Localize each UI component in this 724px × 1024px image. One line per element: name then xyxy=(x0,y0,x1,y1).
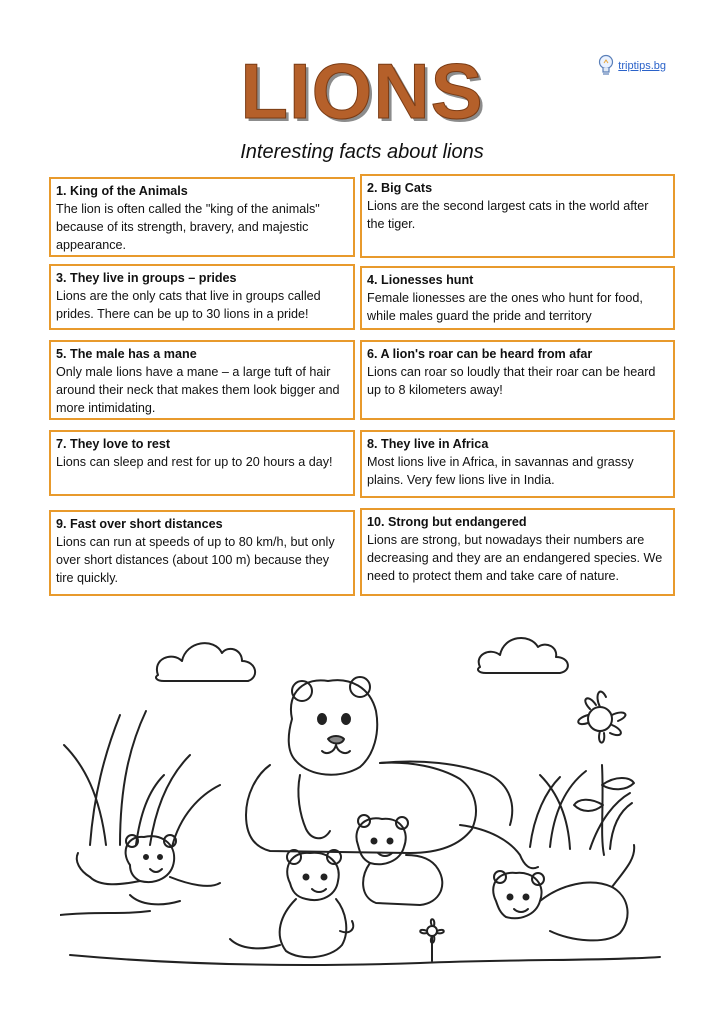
fact-text: Lions are the only cats that live in groups called prides. There can be up to 30 lions in a pride! xyxy=(56,289,321,321)
fact-card-6 xyxy=(360,340,675,420)
fact-title: 10. Strong but endangered xyxy=(367,515,527,529)
cub-middle xyxy=(356,818,405,864)
fact-text: Female lionesses are the ones who hunt for food, while males guard the pride and territory xyxy=(367,291,643,323)
fact-text: Lions are the second largest cats in the world after the tiger. xyxy=(367,199,649,231)
brand-link[interactable] xyxy=(597,54,666,78)
fact-title: 1. King of the Animals xyxy=(56,184,188,198)
fact-card-2 xyxy=(360,174,675,258)
lion-family-illustration xyxy=(60,615,670,985)
fact-title: 9. Fast over short distances xyxy=(56,517,223,531)
fact-card-4 xyxy=(360,266,675,330)
fact-card-1 xyxy=(49,177,355,257)
flower-icon xyxy=(602,765,604,855)
fact-text: Lions can roar so loudly that their roar can be heard up to 8 kilometers away! xyxy=(367,365,656,397)
lightbulb-icon xyxy=(597,54,615,78)
brand-text[interactable]: triptips.bg xyxy=(618,60,666,72)
fact-text: The lion is often called the "king of the animals" because of its strength, bravery, and majestic appearance. xyxy=(56,202,320,252)
cloud-icon xyxy=(156,643,255,681)
flower-icon xyxy=(588,707,612,731)
fact-text: Lions can run at speeds of up to 80 km/h, but only over short distances (about 100 m) because they tire quickly. xyxy=(56,535,335,585)
page-title: LIONS xyxy=(240,47,484,135)
fact-text: Lions can sleep and rest for up to 20 hours a day! xyxy=(56,455,333,469)
lioness-body xyxy=(246,763,476,853)
fact-title: 2. Big Cats xyxy=(367,181,433,195)
fact-card-3 xyxy=(49,264,355,330)
fact-title: 8. They live in Africa xyxy=(367,437,489,451)
cloud-icon xyxy=(478,638,568,673)
fact-card-9 xyxy=(49,510,355,596)
grass-icon xyxy=(60,911,150,915)
fact-card-8 xyxy=(360,430,675,498)
fact-card-5 xyxy=(49,340,355,420)
fact-title: 7. They love to rest xyxy=(56,437,171,451)
page-subtitle: Interesting facts about lions xyxy=(240,141,484,163)
fact-card-7 xyxy=(49,430,355,496)
fact-title: 3. They live in groups – prides xyxy=(56,271,237,285)
fact-text: Lions are strong, but nowadays their numbers are decreasing and they are an endangered species. We need to protect them and take care of nature. xyxy=(367,533,663,583)
fact-title: 5. The male has a mane xyxy=(56,347,197,361)
lioness-head xyxy=(289,680,377,775)
grass-icon xyxy=(64,711,220,847)
fact-title: 6. A lion's roar can be heard from afar xyxy=(367,347,593,361)
fact-card-10 xyxy=(360,508,675,596)
fact-text: Only male lions have a mane – a large tuft of hair around their neck that makes them look bigger and more intimidating. xyxy=(56,365,340,415)
flower-icon xyxy=(427,926,437,936)
fact-title: 4. Lionesses hunt xyxy=(367,273,474,287)
cub-center xyxy=(287,853,338,900)
fact-text: Most lions live in Africa, in savannas and grassy plains. Very few lions live in India. xyxy=(367,455,634,487)
